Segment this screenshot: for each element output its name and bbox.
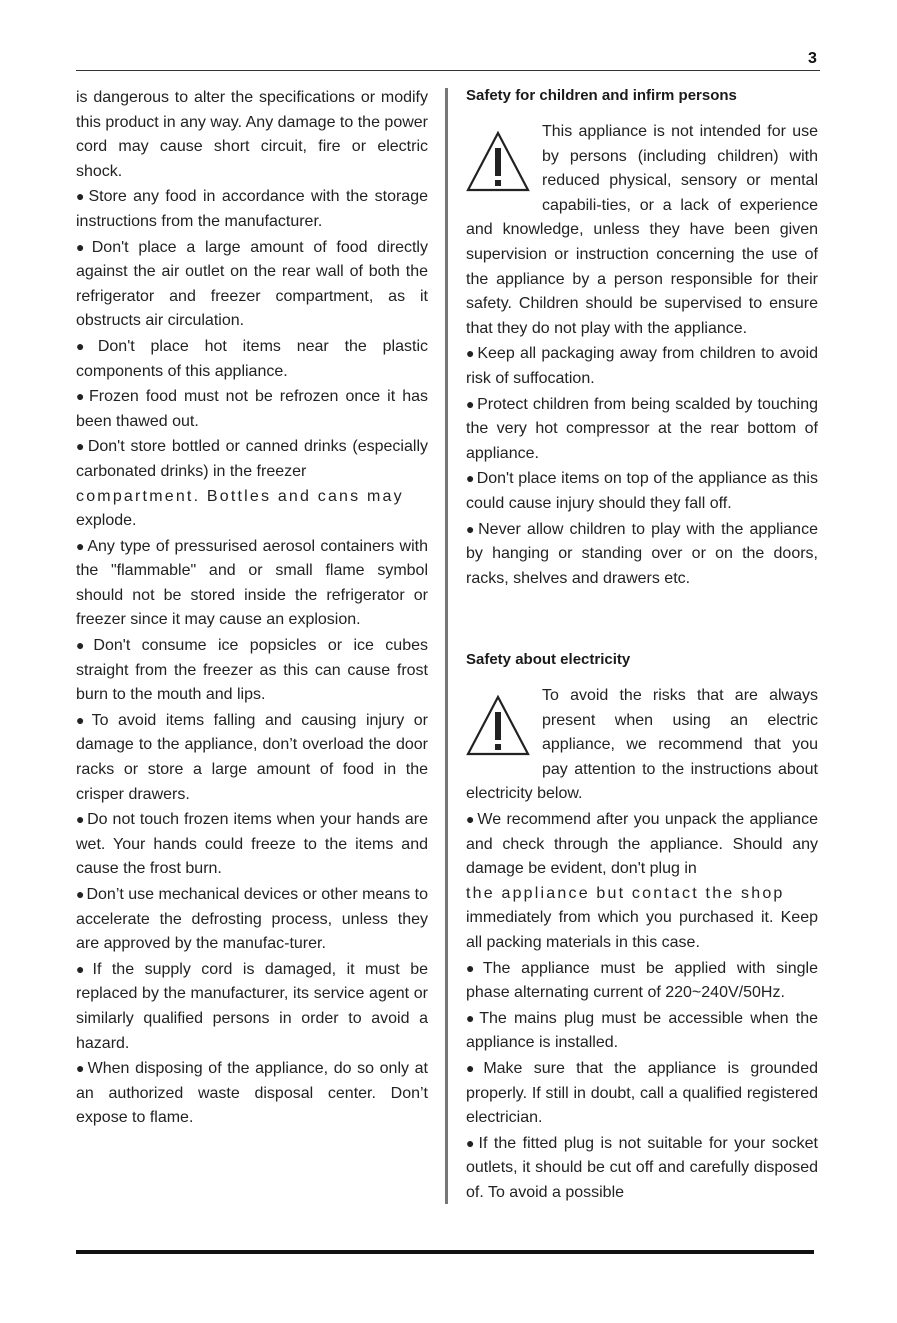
- paragraph-spaced: compartment. Bottles and cans may: [76, 487, 404, 505]
- paragraph-spaced: the appliance but contact the shop: [466, 884, 785, 902]
- warning-text: To avoid the risks that are always present when using an electric appliance, we recommend that you pay attention to the instructions about electricity below.: [466, 687, 818, 803]
- bullet-item: ● Make sure that the appliance is grounded properly. If still in doubt, call a qualified registered electrician.: [466, 1056, 818, 1131]
- paragraph: explode.: [76, 512, 137, 530]
- bullet-item: ● Don't place items on top of the appliance as this could cause injury should they fall off.: [466, 466, 818, 516]
- warning-block: [466, 684, 818, 807]
- footer-rule: [76, 1250, 814, 1254]
- children-section: [466, 120, 818, 591]
- bullet-item: ● If the supply cord is damaged, it must be replaced by the manufacturer, its service agent or similarly qualified persons in order to avoid a hazard.: [76, 957, 428, 1056]
- warning-triangle-icon: [466, 694, 530, 758]
- bullet-item: ● Never allow children to play with the appliance by hanging or standing over or on the doors, racks, shelves and drawers etc.: [466, 517, 818, 592]
- bullet-item: ● Keep all packaging away from children to avoid risk of suffocation.: [466, 341, 818, 391]
- bullet-item: ● Don’t use mechanical devices or other means to accelerate the defrosting process, unless they are approved by the manufac-turer.: [76, 882, 428, 957]
- bullet-item: ● Don't consume ice popsicles or ice cubes straight from the freezer as this can cause frost burn to the mouth and lips.: [76, 633, 428, 708]
- warning-block: [466, 120, 818, 341]
- paragraph: is dangerous to alter the specifications or modify this product in any way. Any damage to the power cord may cause short circuit, fire or electric shock.: [76, 89, 428, 180]
- column-divider: [445, 88, 448, 1204]
- warning-triangle-icon: [466, 130, 530, 194]
- bullet-item: ● Store any food in accordance with the storage instructions from the manufacturer.: [76, 184, 428, 234]
- bullet-item: ● Don't place hot items near the plastic components of this appliance.: [76, 334, 428, 384]
- bullet-item: ● Frozen food must not be refrozen once it has been thawed out.: [76, 384, 428, 434]
- paragraph: immediately from which you purchased it. Keep all packing materials in this case.: [466, 909, 818, 951]
- bullet-item: ● Don't store bottled or canned drinks (especially carbonated drinks) in the freezer: [76, 434, 428, 484]
- bullet-item: ● We recommend after you unpack the appliance and check through the appliance. Should any damage be evident, don't plug in: [466, 807, 818, 882]
- section-heading-electricity: Safety about electricity: [466, 651, 631, 668]
- bullet-item: ● When disposing of the appliance, do so only at an authorized waste disposal center. Don’t expose to flame.: [76, 1056, 428, 1131]
- left-column: [76, 86, 428, 1131]
- electricity-section: [466, 684, 818, 1205]
- bullet-item: ● If the fitted plug is not suitable for your socket outlets, it should be cut off and carefully disposed of. To avoid a possible: [466, 1131, 818, 1206]
- bullet-item: ● Don't place a large amount of food directly against the air outlet on the rear wall of both the refrigerator and freezer compartment, as it obstructs air circulation.: [76, 235, 428, 334]
- bullet-item: ● Do not touch frozen items when your hands are wet. Your hands could freeze to the items and cause the frost burn.: [76, 807, 428, 882]
- bullet-item: ● To avoid items falling and causing injury or damage to the appliance, don’t overload the door racks or store a large amount of food in the crisper drawers.: [76, 708, 428, 807]
- header-rule: [76, 70, 820, 71]
- section-heading-children: Safety for children and infirm persons: [466, 87, 737, 104]
- page-number: 3: [808, 50, 817, 67]
- bullet-item: ● The mains plug must be accessible when the appliance is installed.: [466, 1006, 818, 1056]
- bullet-item: ● Any type of pressurised aerosol containers with the "flammable" and or small flame symbol should not be stored inside the refrigerator or freezer since it may cause an explosion.: [76, 534, 428, 633]
- warning-text: This appliance is not intended for use by persons (including children) with reduced physical, sensory or mental capabili-ties, or a lack of experience and knowledge, unless they have been given supervision or instruction concerning the use of the appliance by a person responsible for their safety. Children should be supervised to ensure that they do not play with the appliance.: [466, 123, 818, 337]
- bullet-item: ● The appliance must be applied with single phase alternating current of 220~240V/50Hz.: [466, 956, 818, 1006]
- bullet-item: ● Protect children from being scalded by touching the very hot compressor at the rear bottom of appliance.: [466, 392, 818, 467]
